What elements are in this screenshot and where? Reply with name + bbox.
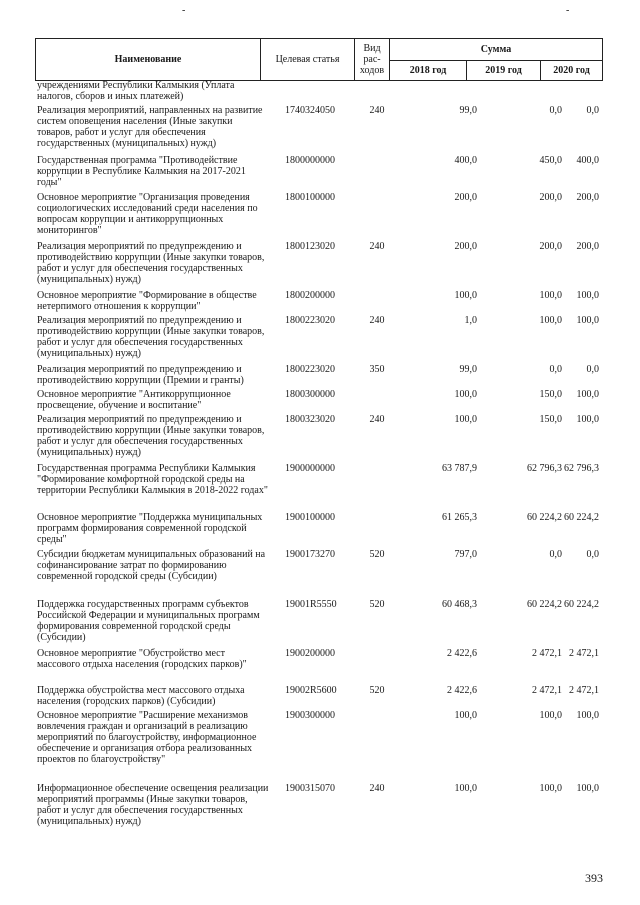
row-code: 1800123020: [285, 241, 335, 252]
row-name: Поддержка государственных программ субъектов Российской Федерации и муниципальных программ формирования современной городской среды (Субсидии): [37, 599, 260, 643]
row-name: Поддержка обустройства мест массового отдыха населения (городских парков) (Субсидии): [37, 685, 245, 707]
row-2019: 100,0: [539, 290, 562, 301]
row-code: 1900300000: [285, 710, 335, 721]
row-2018: 99,0: [459, 105, 477, 116]
row-2019: 200,0: [539, 192, 562, 203]
row-2019: 0,0: [549, 549, 562, 560]
row-2019: 100,0: [539, 315, 562, 326]
row-2019: 2 472,1: [532, 685, 562, 696]
header-2020: 2020 год: [541, 61, 603, 81]
row-code: 1800323020: [285, 414, 335, 425]
row-2019: 200,0: [539, 241, 562, 252]
row-code: 1800100000: [285, 192, 335, 203]
row-2020: 400,0: [576, 155, 599, 166]
row-name: учреждениями Республики Калмыкия (Уплата налогов, сборов и иных платежей): [37, 80, 235, 102]
row-name: Основное мероприятие "Формирование в обществе нетерпимого отношения к коррупции": [37, 290, 257, 312]
row-2018: 1,0: [464, 315, 477, 326]
row-2020: 0,0: [586, 364, 599, 375]
row-2020: 62 796,3: [564, 463, 599, 474]
row-2020: 100,0: [576, 389, 599, 400]
row-code: 1800200000: [285, 290, 335, 301]
row-vid: 240: [369, 414, 385, 425]
header-sum: Сумма: [390, 39, 603, 61]
table-row: [37, 512, 607, 549]
row-2018: 63 787,9: [442, 463, 477, 474]
row-name: Основное мероприятие "Антикоррупционное просвещение, обучение и воспитание": [37, 389, 231, 411]
row-code: 1900200000: [285, 648, 335, 659]
row-code: 19001R5550: [285, 599, 337, 610]
row-2019: 0,0: [549, 364, 562, 375]
table-row: [37, 783, 607, 833]
table-row: [37, 364, 607, 389]
row-code: 1900173270: [285, 549, 335, 560]
row-2018: 100,0: [454, 414, 477, 425]
row-code: 19002R5600: [285, 685, 337, 696]
row-code: 1900000000: [285, 463, 335, 474]
row-code: 1900100000: [285, 512, 335, 523]
row-2020: 100,0: [576, 290, 599, 301]
row-name: Основное мероприятие "Организация проведения социологических исследований среди населения по вопросам коррупции и антикоррупционных мониторингов": [37, 192, 258, 236]
table-body: [37, 80, 607, 833]
row-2018: 797,0: [454, 549, 477, 560]
row-2020: 60 224,2: [564, 512, 599, 523]
row-name: Реализация мероприятий, направленных на развитие систем оповещения населения (Иные закупки товаров, работ и услуг для обеспечения государственных (муниципальных) нужд): [37, 105, 263, 149]
table-row: [37, 192, 607, 241]
table-row: [37, 155, 607, 192]
row-2018: 200,0: [454, 192, 477, 203]
row-vid: 350: [369, 364, 385, 375]
top-mark-left: -: [182, 5, 186, 16]
row-2018: 2 422,6: [447, 648, 477, 659]
row-2018: 400,0: [454, 155, 477, 166]
row-2020: 2 472,1: [569, 648, 599, 659]
row-2020: 200,0: [576, 192, 599, 203]
header-2019: 2019 год: [467, 61, 541, 81]
row-2020: 0,0: [586, 549, 599, 560]
table-row: [37, 599, 607, 648]
row-2019: 2 472,1: [532, 648, 562, 659]
table-row: [37, 315, 607, 364]
row-2020: 100,0: [576, 315, 599, 326]
row-2018: 100,0: [454, 710, 477, 721]
row-name: Реализация мероприятий по предупреждению и противодействию коррупции (Иные закупки товаров, работ и услуг для обеспечения государственных (муниципальных) нужд): [37, 414, 265, 458]
row-vid: 240: [369, 241, 385, 252]
header-code: Целевая статья: [261, 39, 355, 81]
row-2018: 61 265,3: [442, 512, 477, 523]
row-name: Государственная программа "Противодействие коррупции в Республике Калмыкия на 2017-2021 годы": [37, 155, 246, 188]
table-row: [37, 463, 607, 512]
row-2018: 200,0: [454, 241, 477, 252]
row-vid: 520: [369, 549, 385, 560]
row-code: 1900315070: [285, 783, 335, 794]
row-name: Основное мероприятие "Поддержка муниципальных программ формирования современной городской среды": [37, 512, 263, 545]
row-2018: 60 468,3: [442, 599, 477, 610]
row-2020: 100,0: [576, 710, 599, 721]
header-2018: 2018 год: [390, 61, 467, 81]
row-vid: 520: [369, 599, 385, 610]
table-row: [37, 80, 607, 105]
row-name: Государственная программа Республики Калмыкия "Формирование комфортной городской среды на территории Республики Калмыкия в 2018-2022 годах": [37, 463, 268, 496]
row-2019: 100,0: [539, 783, 562, 794]
row-2019: 100,0: [539, 710, 562, 721]
table-row: [37, 549, 607, 599]
row-2019: 150,0: [539, 414, 562, 425]
row-2020: 100,0: [576, 783, 599, 794]
header-name: Наименование: [36, 39, 261, 81]
table-row: [37, 685, 607, 710]
table-row: [37, 389, 607, 414]
table-row: [37, 105, 607, 155]
row-name: Реализация мероприятий по предупреждению и противодействию коррупции (Иные закупки товаров, работ и услуг для обеспечения государственных (муниципальных) нужд): [37, 241, 265, 285]
row-name: Основное мероприятие "Расширение механизмов вовлечения граждан и организаций в реализацию мероприятий по благоустройству, информационное обеспечение и организация отбора реализованных проектов по благоустройству": [37, 710, 257, 765]
row-name: Реализация мероприятий по предупреждению и противодействию коррупции (Иные закупки товаров, работ и услуг для обеспечения государственных (муниципальных) нужд): [37, 315, 265, 359]
row-2019: 62 796,3: [527, 463, 562, 474]
header-vid: Вид рас-ходов: [355, 39, 390, 81]
row-2020: 200,0: [576, 241, 599, 252]
row-2019: 60 224,2: [527, 599, 562, 610]
row-code: 1800300000: [285, 389, 335, 400]
row-name: Информационное обеспечение освещения реализации мероприятий программы (Иные закупки товаров, работ и услуг для обеспечения государственных (муниципальных) нужд): [37, 783, 269, 827]
table-row: [37, 648, 607, 685]
row-name: Субсидии бюджетам муниципальных образований на софинансирование затрат по формированию современной городской среды (Субсидии): [37, 549, 266, 582]
table-header: [35, 38, 602, 80]
table-row: [37, 414, 607, 463]
row-name: Реализация мероприятий по предупреждению и противодействию коррупции (Премии и гранты): [37, 364, 244, 386]
row-2020: 0,0: [586, 105, 599, 116]
row-name: Основное мероприятие "Обустройство мест массового отдыха населения (городских парков)": [37, 648, 247, 670]
row-vid: 240: [369, 315, 385, 326]
row-code: 1800223020: [285, 315, 335, 326]
row-2020: 100,0: [576, 414, 599, 425]
row-2020: 2 472,1: [569, 685, 599, 696]
row-2019: 60 224,2: [527, 512, 562, 523]
row-code: 1800223020: [285, 364, 335, 375]
row-vid: 240: [369, 105, 385, 116]
row-2019: 0,0: [549, 105, 562, 116]
row-2018: 99,0: [459, 364, 477, 375]
row-code: 1800000000: [285, 155, 335, 166]
row-code: 1740324050: [285, 105, 335, 116]
row-2019: 450,0: [539, 155, 562, 166]
row-vid: 240: [369, 783, 385, 794]
row-2018: 100,0: [454, 389, 477, 400]
row-2018: 100,0: [454, 290, 477, 301]
table-row: [37, 290, 607, 315]
table-row: [37, 241, 607, 290]
row-vid: 520: [369, 685, 385, 696]
top-mark-right: -: [566, 5, 570, 16]
page-number: 393: [585, 871, 603, 885]
row-2019: 150,0: [539, 389, 562, 400]
row-2018: 100,0: [454, 783, 477, 794]
table-row: [37, 710, 607, 783]
row-2018: 2 422,6: [447, 685, 477, 696]
row-2020: 60 224,2: [564, 599, 599, 610]
